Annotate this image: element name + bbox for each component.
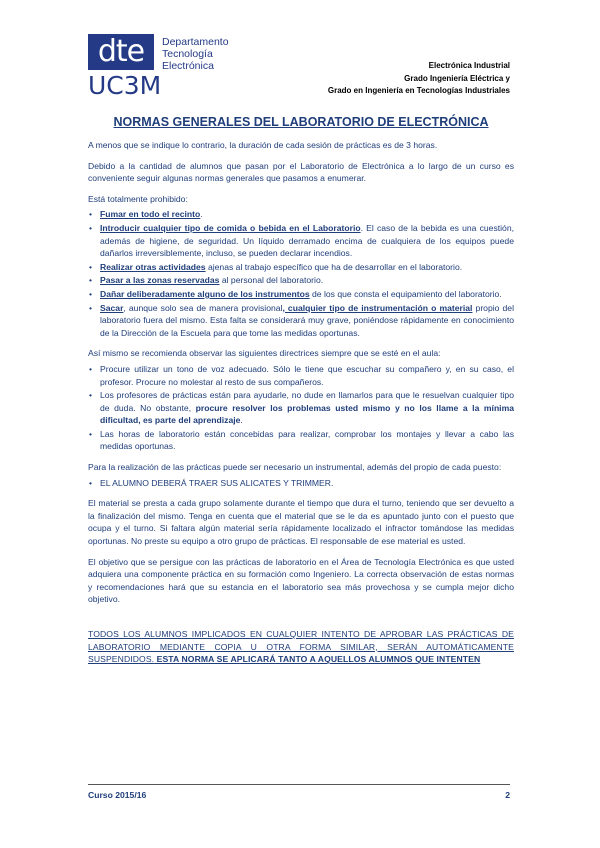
list-item: • Sacar, aunque solo sea de manera provisional, cualquier tipo de instrumentación o material propio del laboratorio fuera del mismo. Esta falta se considerará muy grave, poniéndose rápidamente en conocimiento de la Dirección de la Escuela para que tome las medidas oportunas.	[100, 302, 514, 340]
document-title: NORMAS GENERALES DEL LABORATORIO DE ELECTRÓNICA	[113, 115, 489, 129]
prohibited-list	[88, 208, 514, 339]
list-item: • Realizar otras actividades ajenas al trabajo específico que ha de desarrollar en el laboratorio.	[100, 261, 514, 274]
header-course-info	[328, 60, 510, 98]
footer-course: Curso 2015/16	[88, 790, 147, 800]
prohibited-heading: Está totalmente prohibido:	[88, 193, 188, 204]
logo-department-text: Departamento Tecnología Electrónica	[162, 36, 229, 72]
objective-paragraph: El objetivo que se persigue con las prácticas de laboratorio en el Área de Tecnología Electrónica es que usted adquiera una componente práctica en su formación como Ingeniero. La correcta observación de estas normas y recomendaciones hará que su estancia en el laboratorio sea más provechosa y se cumpla mejor dicho objetivo.	[88, 556, 514, 605]
header-degree-1: Grado Ingeniería Eléctrica y	[404, 73, 510, 83]
list-item: • EL ALUMNO DEBERÁ TRAER SUS ALICATES Y TRIMMER.	[100, 477, 514, 490]
list-item: • Las horas de laboratorio están concebidas para realizar, comprobar los montajes y llevar a cabo las medidas oportunas.	[100, 428, 514, 453]
intro-duration: A menos que se indique lo contrario, la duración de cada sesión de prácticas es de 3 horas.	[88, 140, 438, 150]
list-item: • Los profesores de prácticas están para ayudarle, no dude en llamarlos para que le resuelvan cualquier tipo de duda. No obstante, procure resolver los problemas usted mismo y no los llame a la mínima dificultad, es parte del aprendizaje.	[100, 389, 514, 427]
recommend-heading: Así mismo se recomienda observar las siguientes directrices siempre que se esté en el aula:	[88, 348, 441, 359]
list-item: • Dañar deliberadamente alguno de los instrumentos de los que consta el equipamiento del laboratorio.	[100, 288, 514, 301]
header-course: Electrónica Industrial	[428, 61, 510, 70]
footer-divider	[88, 784, 510, 785]
material-paragraph: El material se presta a cada grupo solamente durante el tiempo que dura el turno, teniendo que ser devuelto a la finalización del mismo. Tenga en cuenta que el material que se le da es apuntado junto con el puesto que ocupa y el turno. Si faltara algún material sería rápidamente localizado el infractor tomándose las medidas oportunas. No preste su equipo a otro grupo de prácticas. El responsable de ese material es usted.	[88, 498, 514, 547]
recommend-list	[88, 363, 514, 453]
document-body	[88, 114, 514, 674]
copy-warning: TODOS LOS ALUMNOS IMPLICADOS EN CUALQUIER INTENTO DE APROBAR LAS PRÁCTICAS DE LABORATORIO MEDIANTE COPIA U OTRA FORMA SIMILAR, SERÁN AUTOMÁTICAMENTE SUSPENDIDOS. ESTA NORMA SE APLICARÁ TANTO A AQUELLOS ALUMNOS QUE INTENTEN	[88, 629, 514, 665]
list-item: • Pasar a las zonas reservadas al personal del laboratorio.	[100, 274, 514, 287]
list-item: • Procure utilizar un tono de voz adecuado. Sólo le tiene que escuchar su compañero y, en su caso, el profesor. Procure no molestar al resto de sus compañeros.	[100, 363, 514, 388]
list-item: • Introducir cualquier tipo de comida o bebida en el Laboratorio. El caso de la bebida es una cuestión, además de higiene, de seguridad. Un líquido derramado encima de cualquiera de los equipos puede dañarlos irreversiblemente, incluso, se pueden declarar incendios.	[100, 222, 514, 260]
header-degree-2: Grado en Ingeniería en Tecnologías Industriales	[327, 86, 510, 95]
logo-uc3m-text: UC3M	[88, 71, 162, 100]
logo-dte-box: dte	[88, 34, 154, 70]
instrumental-list	[88, 477, 514, 490]
dte-uc3m-logo	[88, 34, 248, 98]
intro-norms: Debido a la cantidad de alumnos que pasan por el Laboratorio de Electrónica a lo largo de un curso es conveniente seguir algunas normas generales que pasamos a enumerar.	[88, 160, 514, 184]
instrumental-intro: Para la realización de las prácticas puede ser necesario un instrumental, además del propio de cada puesto:	[88, 462, 502, 473]
page-number: 2	[505, 790, 510, 800]
list-item: • Fumar en todo el recinto.	[100, 208, 514, 221]
